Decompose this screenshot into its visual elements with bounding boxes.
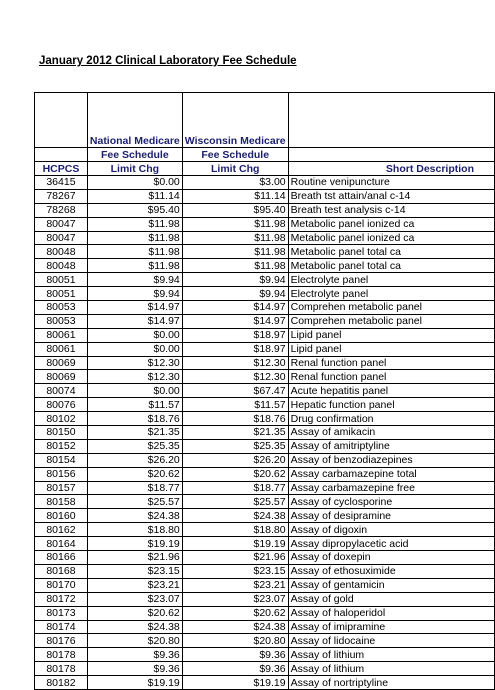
header-wisconsin-line3: Limit Chg	[182, 162, 288, 176]
description-cell: Assay of lithium	[288, 662, 494, 676]
national-limit-cell: $0.00	[87, 176, 182, 190]
header-wisconsin-line1: Wisconsin Medicare	[182, 93, 288, 148]
wisconsin-limit-cell: $12.30	[182, 370, 288, 384]
description-cell: Electrolyte panel	[288, 287, 494, 301]
wisconsin-limit-cell: $24.38	[182, 509, 288, 523]
hcpcs-cell: 80102	[35, 412, 88, 426]
description-cell: Drug confirmation	[288, 412, 494, 426]
description-cell: Assay of doxepin	[288, 551, 494, 565]
header-short-description: Short Description	[288, 162, 494, 176]
wisconsin-limit-cell: $19.19	[182, 537, 288, 551]
national-limit-cell: $0.00	[87, 328, 182, 342]
wisconsin-limit-cell: $11.14	[182, 189, 288, 203]
page-title: January 2012 Clinical Laboratory Fee Schedule	[39, 55, 297, 67]
header-national-line2: Fee Schedule	[87, 148, 182, 162]
hcpcs-cell: 80164	[35, 537, 88, 551]
wisconsin-limit-cell: $67.47	[182, 384, 288, 398]
wisconsin-limit-cell: $3.00	[182, 176, 288, 190]
wisconsin-limit-cell: $23.07	[182, 592, 288, 606]
table-row	[35, 648, 495, 662]
national-limit-cell: $19.19	[87, 537, 182, 551]
hcpcs-cell: 78268	[35, 203, 88, 217]
description-cell: Electrolyte panel	[288, 273, 494, 287]
table-row	[35, 662, 495, 676]
hcpcs-cell: 36415	[35, 176, 88, 190]
national-limit-cell: $9.94	[87, 273, 182, 287]
hcpcs-cell: 80053	[35, 301, 88, 315]
national-limit-cell: $11.98	[87, 259, 182, 273]
description-cell: Acute hepatitis panel	[288, 384, 494, 398]
national-limit-cell: $21.35	[87, 426, 182, 440]
description-cell: Renal function panel	[288, 370, 494, 384]
header-blank-cell	[288, 148, 494, 162]
table-row	[35, 176, 495, 190]
hcpcs-cell: 80047	[35, 231, 88, 245]
table-row	[35, 551, 495, 565]
description-cell: Assay carbamazepine total	[288, 467, 494, 481]
description-cell: Assay of nortriptyline	[288, 676, 494, 690]
fee-schedule-table	[34, 92, 495, 690]
description-cell: Metabolic panel total ca	[288, 245, 494, 259]
description-cell: Assay of gentamicin	[288, 578, 494, 592]
hcpcs-cell: 80160	[35, 509, 88, 523]
table-row	[35, 467, 495, 481]
table-body	[35, 176, 495, 690]
header-hcpcs: HCPCS	[35, 162, 88, 176]
description-cell: Assay carbamazepine free	[288, 481, 494, 495]
table-row	[35, 356, 495, 370]
national-limit-cell: $11.14	[87, 189, 182, 203]
hcpcs-cell: 80051	[35, 273, 88, 287]
national-limit-cell: $19.19	[87, 676, 182, 690]
wisconsin-limit-cell: $14.97	[182, 301, 288, 315]
description-cell: Assay of imipramine	[288, 620, 494, 634]
national-limit-cell: $9.94	[87, 287, 182, 301]
header-blank-cell	[35, 93, 88, 148]
header-national-line1: National Medicare	[87, 93, 182, 148]
national-limit-cell: $0.00	[87, 342, 182, 356]
table-row	[35, 634, 495, 648]
table-row	[35, 495, 495, 509]
wisconsin-limit-cell: $20.62	[182, 467, 288, 481]
wisconsin-limit-cell: $11.57	[182, 398, 288, 412]
hcpcs-cell: 80047	[35, 217, 88, 231]
hcpcs-cell: 80168	[35, 564, 88, 578]
table-row	[35, 328, 495, 342]
national-limit-cell: $14.97	[87, 314, 182, 328]
hcpcs-cell: 80166	[35, 551, 88, 565]
hcpcs-cell: 80048	[35, 245, 88, 259]
national-limit-cell: $24.38	[87, 509, 182, 523]
hcpcs-cell: 80069	[35, 356, 88, 370]
wisconsin-limit-cell: $12.30	[182, 356, 288, 370]
wisconsin-limit-cell: $18.97	[182, 342, 288, 356]
table-row	[35, 564, 495, 578]
description-cell: Lipid panel	[288, 342, 494, 356]
wisconsin-limit-cell: $11.98	[182, 259, 288, 273]
table-row	[35, 578, 495, 592]
national-limit-cell: $20.62	[87, 606, 182, 620]
national-limit-cell: $21.96	[87, 551, 182, 565]
national-limit-cell: $23.15	[87, 564, 182, 578]
national-limit-cell: $20.80	[87, 634, 182, 648]
table-header	[35, 93, 495, 176]
header-blank-cell	[288, 93, 494, 148]
wisconsin-limit-cell: $21.96	[182, 551, 288, 565]
hcpcs-cell: 80157	[35, 481, 88, 495]
table-row	[35, 676, 495, 690]
description-cell: Assay of haloperidol	[288, 606, 494, 620]
table-row	[35, 314, 495, 328]
hcpcs-cell: 80182	[35, 676, 88, 690]
national-limit-cell: $26.20	[87, 453, 182, 467]
hcpcs-cell: 80156	[35, 467, 88, 481]
national-limit-cell: $23.07	[87, 592, 182, 606]
wisconsin-limit-cell: $11.98	[182, 231, 288, 245]
description-cell: Assay of amitriptyline	[288, 439, 494, 453]
description-cell: Assay of lidocaine	[288, 634, 494, 648]
hcpcs-cell: 80061	[35, 328, 88, 342]
national-limit-cell: $0.00	[87, 384, 182, 398]
wisconsin-limit-cell: $24.38	[182, 620, 288, 634]
hcpcs-cell: 80076	[35, 398, 88, 412]
table-row	[35, 481, 495, 495]
national-limit-cell: $18.77	[87, 481, 182, 495]
wisconsin-limit-cell: $20.80	[182, 634, 288, 648]
description-cell: Assay of digoxin	[288, 523, 494, 537]
table-row	[35, 523, 495, 537]
header-blank-cell	[35, 148, 88, 162]
national-limit-cell: $12.30	[87, 370, 182, 384]
table-row	[35, 259, 495, 273]
wisconsin-limit-cell: $11.98	[182, 245, 288, 259]
wisconsin-limit-cell: $95.40	[182, 203, 288, 217]
table-row	[35, 606, 495, 620]
wisconsin-limit-cell: $18.80	[182, 523, 288, 537]
wisconsin-limit-cell: $23.15	[182, 564, 288, 578]
wisconsin-limit-cell: $9.94	[182, 273, 288, 287]
description-cell: Assay of lithium	[288, 648, 494, 662]
description-cell: Assay dipropylacetic acid	[288, 537, 494, 551]
table-row	[35, 231, 495, 245]
hcpcs-cell: 80053	[35, 314, 88, 328]
hcpcs-cell: 80158	[35, 495, 88, 509]
hcpcs-cell: 80048	[35, 259, 88, 273]
hcpcs-cell: 80173	[35, 606, 88, 620]
national-limit-cell: $11.98	[87, 245, 182, 259]
national-limit-cell: $18.76	[87, 412, 182, 426]
table-row	[35, 537, 495, 551]
description-cell: Hepatic function panel	[288, 398, 494, 412]
table-row	[35, 426, 495, 440]
national-limit-cell: $9.36	[87, 662, 182, 676]
hcpcs-cell: 80178	[35, 648, 88, 662]
hcpcs-cell: 80074	[35, 384, 88, 398]
hcpcs-cell: 80178	[35, 662, 88, 676]
national-limit-cell: $11.57	[87, 398, 182, 412]
national-limit-cell: $20.62	[87, 467, 182, 481]
description-cell: Routine venipuncture	[288, 176, 494, 190]
table-row	[35, 620, 495, 634]
table-row	[35, 439, 495, 453]
wisconsin-limit-cell: $23.21	[182, 578, 288, 592]
description-cell: Metabolic panel ionized ca	[288, 217, 494, 231]
table-row	[35, 453, 495, 467]
national-limit-cell: $24.38	[87, 620, 182, 634]
header-wisconsin-line2: Fee Schedule	[182, 148, 288, 162]
description-cell: Comprehen metabolic panel	[288, 314, 494, 328]
wisconsin-limit-cell: $25.57	[182, 495, 288, 509]
wisconsin-limit-cell: $21.35	[182, 426, 288, 440]
description-cell: Metabolic panel ionized ca	[288, 231, 494, 245]
table-row	[35, 301, 495, 315]
national-limit-cell: $25.57	[87, 495, 182, 509]
table-row	[35, 273, 495, 287]
description-cell: Breath test analysis c-14	[288, 203, 494, 217]
description-cell: Renal function panel	[288, 356, 494, 370]
table-row	[35, 370, 495, 384]
table-row	[35, 384, 495, 398]
national-limit-cell: $25.35	[87, 439, 182, 453]
hcpcs-cell: 80170	[35, 578, 88, 592]
wisconsin-limit-cell: $14.97	[182, 314, 288, 328]
table-row	[35, 217, 495, 231]
hcpcs-cell: 80061	[35, 342, 88, 356]
table-row	[35, 342, 495, 356]
hcpcs-cell: 80051	[35, 287, 88, 301]
description-cell: Breath tst attain/anal c-14	[288, 189, 494, 203]
wisconsin-limit-cell: $9.36	[182, 648, 288, 662]
wisconsin-limit-cell: $9.36	[182, 662, 288, 676]
hcpcs-cell: 80176	[35, 634, 88, 648]
national-limit-cell: $9.36	[87, 648, 182, 662]
wisconsin-limit-cell: $26.20	[182, 453, 288, 467]
wisconsin-limit-cell: $11.98	[182, 217, 288, 231]
hcpcs-cell: 80154	[35, 453, 88, 467]
description-cell: Assay of amikacin	[288, 426, 494, 440]
table-row	[35, 592, 495, 606]
header-national-line3: Limit Chg	[87, 162, 182, 176]
national-limit-cell: $12.30	[87, 356, 182, 370]
wisconsin-limit-cell: $25.35	[182, 439, 288, 453]
table-row	[35, 398, 495, 412]
hcpcs-cell: 80172	[35, 592, 88, 606]
national-limit-cell: $23.21	[87, 578, 182, 592]
hcpcs-cell: 78267	[35, 189, 88, 203]
wisconsin-limit-cell: $9.94	[182, 287, 288, 301]
description-cell: Assay of gold	[288, 592, 494, 606]
wisconsin-limit-cell: $18.76	[182, 412, 288, 426]
national-limit-cell: $11.98	[87, 231, 182, 245]
description-cell: Assay of desipramine	[288, 509, 494, 523]
hcpcs-cell: 80152	[35, 439, 88, 453]
description-cell: Lipid panel	[288, 328, 494, 342]
wisconsin-limit-cell: $18.97	[182, 328, 288, 342]
national-limit-cell: $95.40	[87, 203, 182, 217]
description-cell: Comprehen metabolic panel	[288, 301, 494, 315]
table-row	[35, 509, 495, 523]
table-row	[35, 245, 495, 259]
national-limit-cell: $14.97	[87, 301, 182, 315]
table-row	[35, 287, 495, 301]
wisconsin-limit-cell: $19.19	[182, 676, 288, 690]
table-row	[35, 203, 495, 217]
hcpcs-cell: 80150	[35, 426, 88, 440]
hcpcs-cell: 80162	[35, 523, 88, 537]
wisconsin-limit-cell: $18.77	[182, 481, 288, 495]
hcpcs-cell: 80069	[35, 370, 88, 384]
wisconsin-limit-cell: $20.62	[182, 606, 288, 620]
description-cell: Assay of benzodiazepines	[288, 453, 494, 467]
hcpcs-cell: 80174	[35, 620, 88, 634]
table-row	[35, 412, 495, 426]
description-cell: Assay of ethosuximide	[288, 564, 494, 578]
national-limit-cell: $11.98	[87, 217, 182, 231]
description-cell: Metabolic panel total ca	[288, 259, 494, 273]
national-limit-cell: $18.80	[87, 523, 182, 537]
table-row	[35, 189, 495, 203]
description-cell: Assay of cyclosporine	[288, 495, 494, 509]
